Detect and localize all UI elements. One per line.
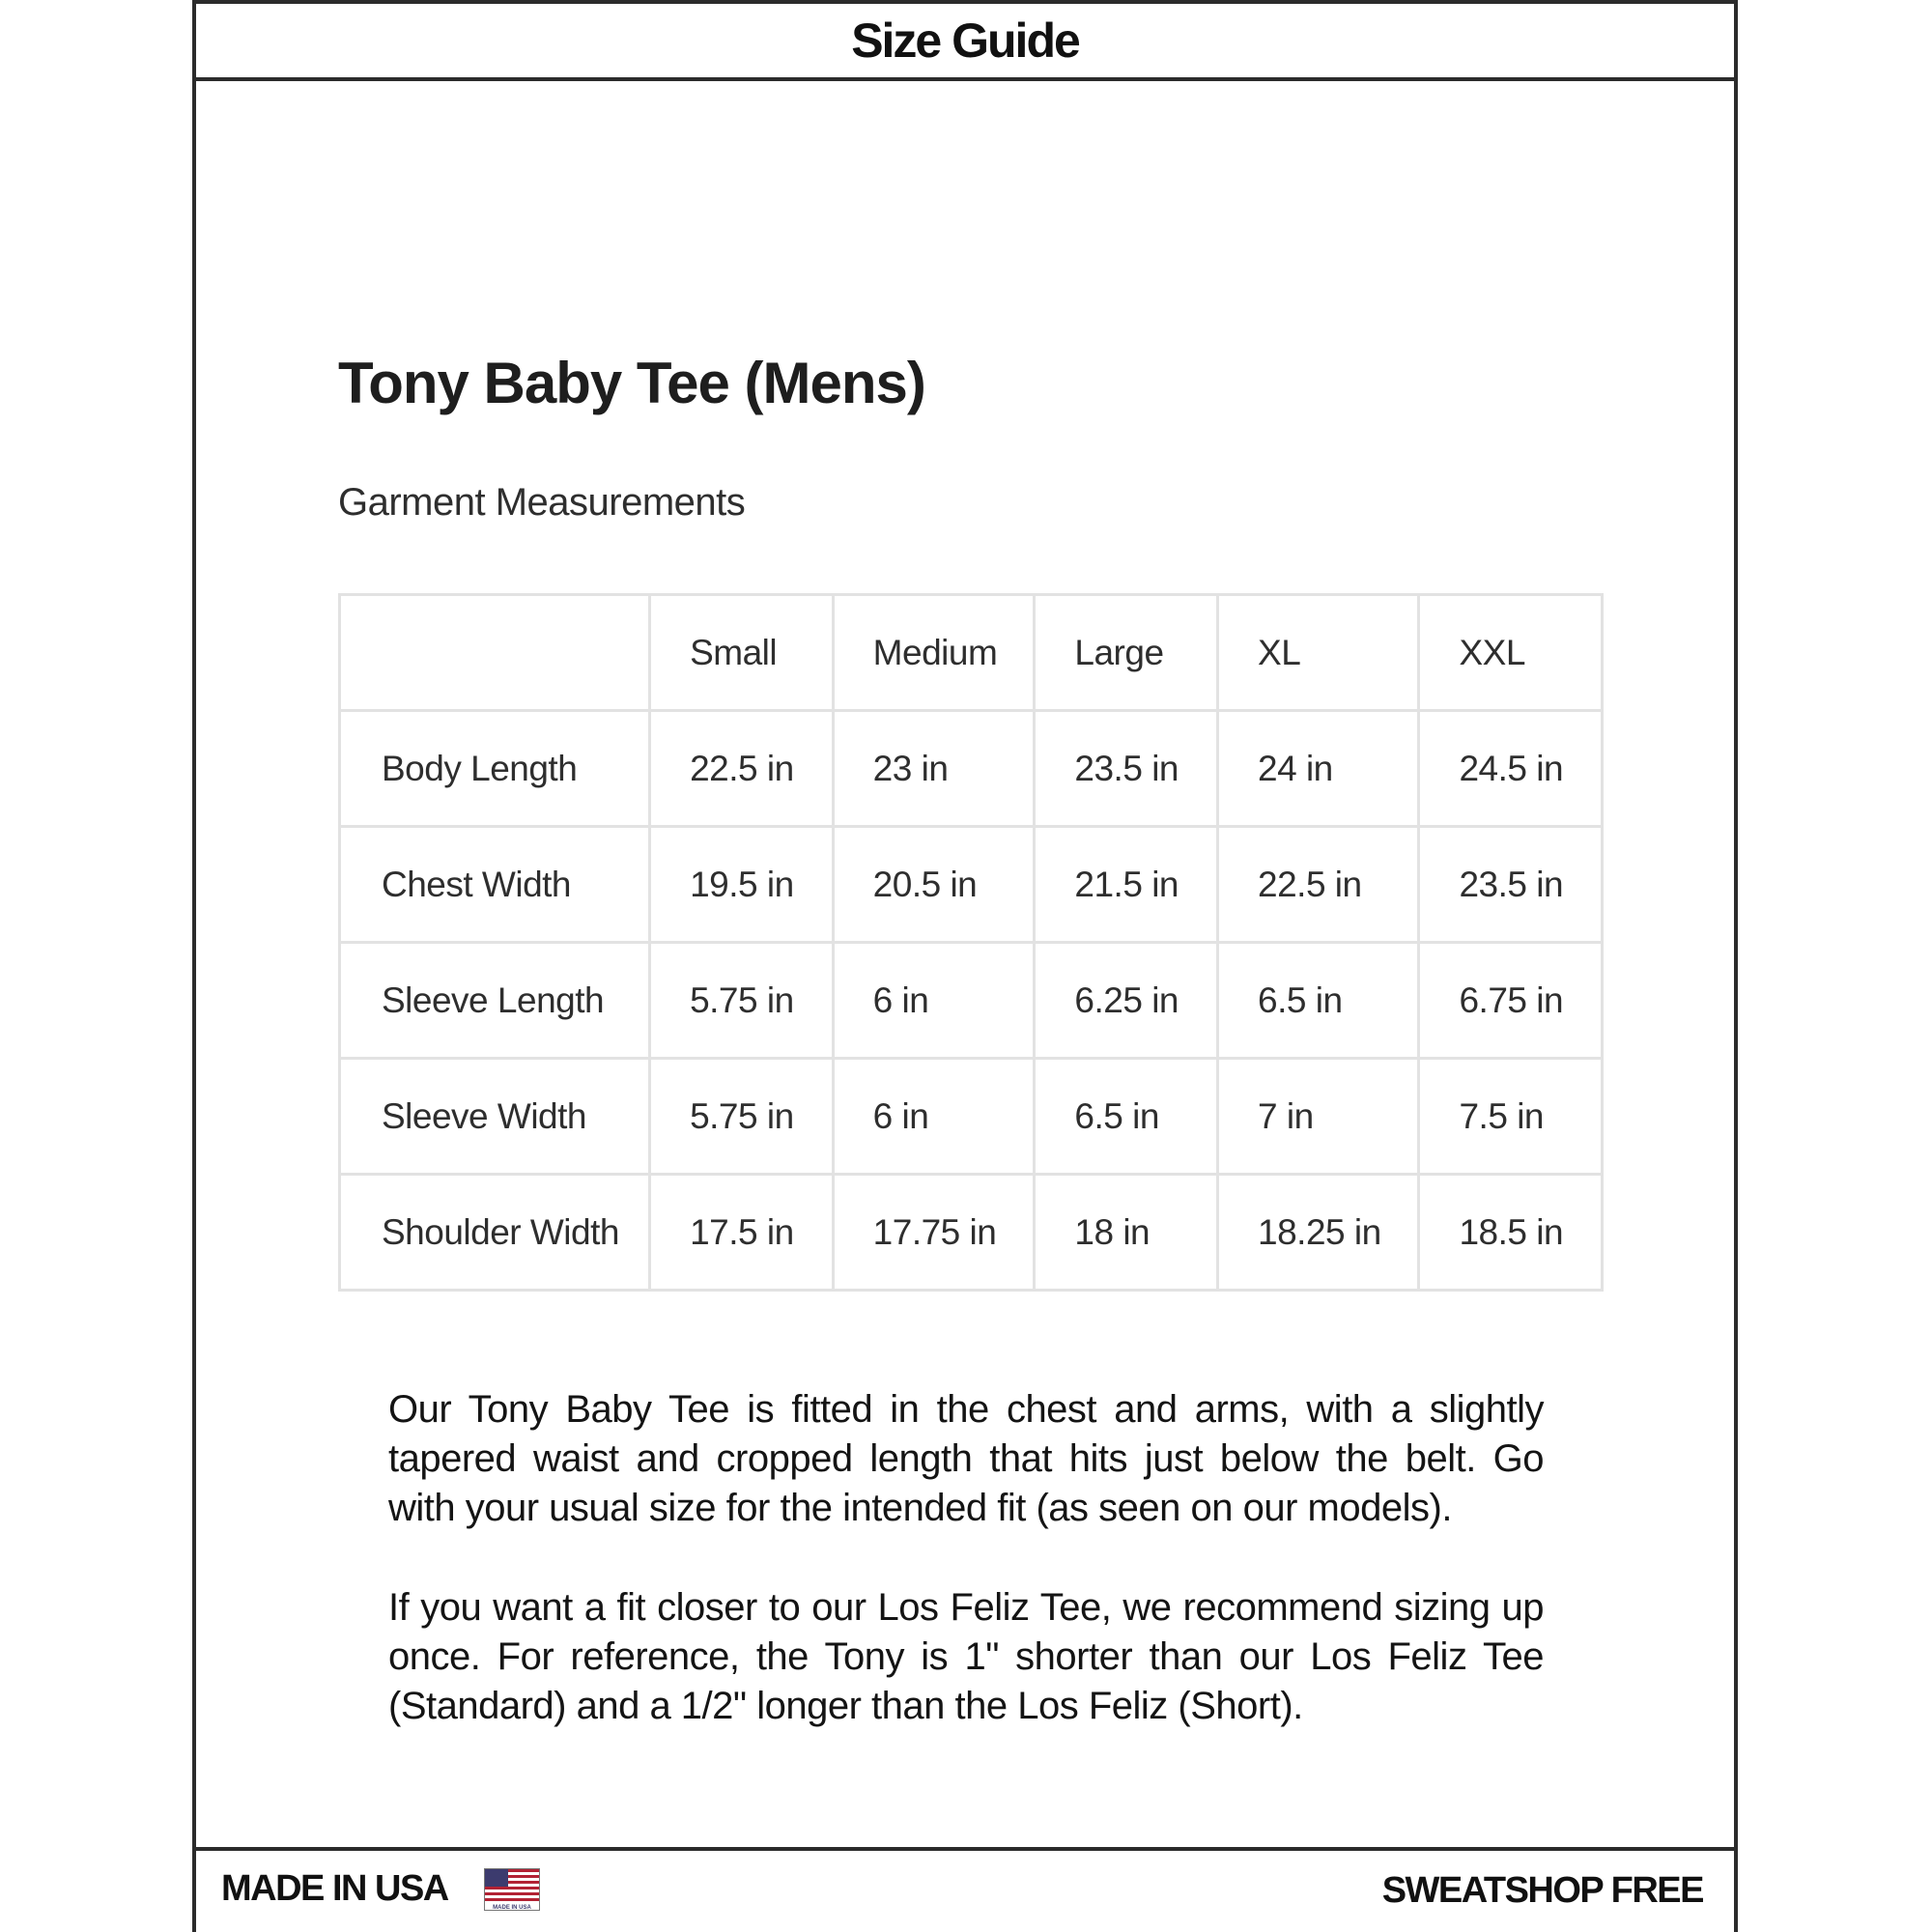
table-cell: 6 in (833, 943, 1035, 1059)
row-label: Chest Width (340, 827, 650, 943)
sweatshop-free-label: SWEATSHOP FREE (1381, 1870, 1703, 1911)
table-header-cell: Medium (833, 595, 1035, 711)
table-cell: 7 in (1218, 1059, 1419, 1175)
table-cell: 6.75 in (1419, 943, 1603, 1059)
table-header-cell (340, 595, 650, 711)
row-label: Body Length (340, 711, 650, 827)
size-table (338, 593, 1604, 1292)
footer-bar (192, 1847, 1738, 1932)
usa-flag-icon (484, 1868, 540, 1911)
flag-canton (485, 1869, 508, 1887)
table-cell: 6.25 in (1035, 943, 1218, 1059)
table-row (340, 943, 1603, 1059)
table-row (340, 1175, 1603, 1291)
made-in-usa-label: MADE IN USA (221, 1868, 448, 1909)
table-row (340, 827, 1603, 943)
table-header-cell: XXL (1419, 595, 1603, 711)
page-title: Size Guide (851, 14, 1079, 68)
table-cell: 18.25 in (1218, 1175, 1419, 1291)
table-cell: 5.75 in (650, 943, 834, 1059)
table-cell: 6 in (833, 1059, 1035, 1175)
header-bar (192, 4, 1738, 81)
fit-description: Our Tony Baby Tee is fitted in the chest and arms, with a slightly tapered waist and cropped length that hits just below the belt. Go with your usual size for the intended fit (as seen on our models). (388, 1388, 1544, 1529)
table-cell: 18 in (1035, 1175, 1218, 1291)
table-cell: 5.75 in (650, 1059, 834, 1175)
table-header-cell: Large (1035, 595, 1218, 711)
table-cell: 22.5 in (1218, 827, 1419, 943)
table-cell: 17.5 in (650, 1175, 834, 1291)
row-label: Sleeve Width (340, 1059, 650, 1175)
table-header-cell: XL (1218, 595, 1419, 711)
table-cell: 23 in (833, 711, 1035, 827)
table-cell: 20.5 in (833, 827, 1035, 943)
table-cell: 17.75 in (833, 1175, 1035, 1291)
table-row (340, 1059, 1603, 1175)
table-cell: 23.5 in (1035, 711, 1218, 827)
table-cell: 6.5 in (1035, 1059, 1218, 1175)
flag-caption: MADE IN USA (493, 1905, 531, 1911)
table-cell: 22.5 in (650, 711, 834, 827)
table-cell: 6.5 in (1218, 943, 1419, 1059)
table-cell: 23.5 in (1419, 827, 1603, 943)
table-header-cell: Small (650, 595, 834, 711)
sizing-recommendation: If you want a fit closer to our Los Feliz Tee, we recommend sizing up once. For reference, the Tony is 1" shorter than our Los Feliz Tee (Standard) and a 1/2" longer than the Los Feliz (Short). (388, 1586, 1544, 1727)
row-label: Shoulder Width (340, 1175, 650, 1291)
section-subtitle: Garment Measurements (338, 481, 746, 524)
row-label: Sleeve Length (340, 943, 650, 1059)
table-row (340, 711, 1603, 827)
table-cell: 21.5 in (1035, 827, 1218, 943)
table-cell: 18.5 in (1419, 1175, 1603, 1291)
table-cell: 19.5 in (650, 827, 834, 943)
product-title: Tony Baby Tee (Mens) (338, 351, 925, 415)
table-cell: 7.5 in (1419, 1059, 1603, 1175)
table-cell: 24.5 in (1419, 711, 1603, 827)
table-cell: 24 in (1218, 711, 1419, 827)
table-header-row (340, 595, 1603, 711)
